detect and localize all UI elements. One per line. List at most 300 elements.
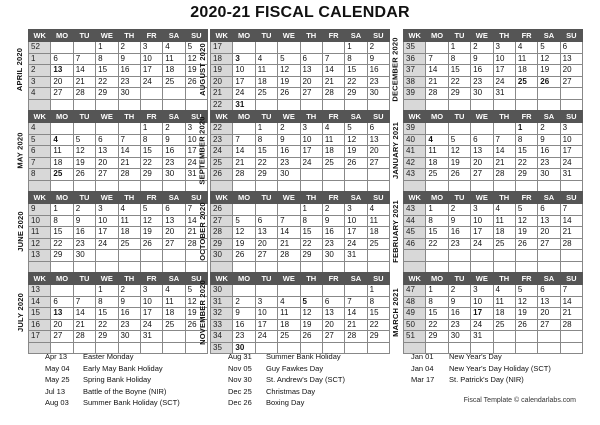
day-cell: 12 — [185, 296, 207, 308]
day-cell — [538, 331, 560, 343]
day-cell: 20 — [560, 65, 582, 77]
week-row — [211, 65, 390, 77]
day-cell — [426, 99, 448, 111]
week-row — [29, 319, 208, 331]
day-cell — [233, 180, 255, 192]
week-row — [404, 308, 583, 320]
day-cell: 4 — [515, 42, 537, 54]
week-row — [211, 123, 390, 135]
week-number-cell: 19 — [211, 65, 233, 77]
week-number-cell: 38 — [404, 76, 426, 88]
week-row — [29, 308, 208, 320]
day-cell — [140, 88, 162, 100]
day-cell: 24 — [493, 76, 515, 88]
day-cell — [233, 204, 255, 216]
day-cell: 7 — [560, 204, 582, 216]
day-cell: 5 — [515, 204, 537, 216]
day-cell: 14 — [73, 308, 95, 320]
day-cell: 18 — [493, 227, 515, 239]
day-cell: 22 — [96, 319, 118, 331]
day-cell: 24 — [345, 238, 367, 250]
holiday-name: Easter Monday — [83, 352, 134, 361]
weekday-header: SA — [163, 273, 185, 285]
day-cell: 20 — [96, 157, 118, 169]
day-cell: 30 — [278, 169, 300, 181]
day-cell: 13 — [255, 227, 277, 239]
day-cell: 7 — [493, 134, 515, 146]
day-cell: 2 — [233, 296, 255, 308]
day-cell: 9 — [367, 53, 389, 65]
day-cell: 1 — [96, 285, 118, 297]
day-cell: 23 — [118, 76, 140, 88]
day-cell: 1 — [51, 204, 73, 216]
day-cell: 4 — [322, 123, 344, 135]
weekday-header: TU — [73, 273, 95, 285]
holiday-name: Guy Fawkes Day — [266, 363, 324, 373]
day-cell: 10 — [300, 134, 322, 146]
weekday-header: SU — [367, 273, 389, 285]
day-cell: 25 — [163, 319, 185, 331]
day-cell: 31 — [560, 169, 582, 181]
day-cell: 2 — [163, 123, 185, 135]
day-cell: 23 — [73, 238, 95, 250]
day-cell: 2 — [278, 123, 300, 135]
day-cell — [300, 99, 322, 111]
day-cell: 3 — [493, 42, 515, 54]
day-cell: 5 — [140, 204, 162, 216]
day-cell: 13 — [51, 308, 73, 320]
day-cell: 6 — [471, 134, 493, 146]
week-number-cell: 26 — [211, 169, 233, 181]
month-label-text: AUGUST 2020 — [197, 43, 207, 96]
month-calendar — [197, 110, 390, 191]
day-cell — [538, 88, 560, 100]
day-cell: 5 — [300, 296, 322, 308]
holiday-item — [228, 351, 345, 363]
month-label — [14, 191, 26, 272]
day-cell: 11 — [367, 215, 389, 227]
day-cell: 5 — [448, 134, 470, 146]
weekday-header: TU — [448, 192, 470, 204]
day-cell: 25 — [278, 331, 300, 343]
day-cell — [73, 99, 95, 111]
day-cell: 9 — [471, 53, 493, 65]
day-cell: 17 — [471, 308, 493, 320]
day-cell — [367, 180, 389, 192]
week-row — [29, 99, 208, 111]
holiday-list-col-2 — [228, 351, 345, 409]
day-cell — [255, 180, 277, 192]
day-cell: 1 — [367, 285, 389, 297]
day-cell: 19 — [233, 238, 255, 250]
day-cell: 3 — [471, 204, 493, 216]
day-cell — [233, 42, 255, 54]
week-row — [211, 296, 390, 308]
day-cell: 22 — [300, 238, 322, 250]
day-cell: 8 — [345, 53, 367, 65]
day-cell: 21 — [493, 157, 515, 169]
day-cell: 11 — [278, 308, 300, 320]
day-cell: 17 — [185, 146, 207, 158]
weekday-header: WK — [29, 273, 51, 285]
day-cell: 26 — [185, 319, 207, 331]
day-cell: 21 — [73, 76, 95, 88]
weekday-header: WE — [96, 192, 118, 204]
day-cell: 23 — [233, 331, 255, 343]
day-cell: 6 — [367, 123, 389, 135]
holiday-item — [45, 351, 180, 363]
holiday-item — [228, 397, 345, 409]
day-cell: 1 — [96, 42, 118, 54]
week-number-cell: 45 — [404, 227, 426, 239]
week-number-cell: 17 — [211, 42, 233, 54]
day-cell: 28 — [426, 88, 448, 100]
week-number-cell — [29, 261, 51, 273]
weekday-header: SA — [538, 111, 560, 123]
month-calendar — [390, 110, 583, 191]
month-calendar — [197, 272, 390, 353]
day-cell — [448, 99, 470, 111]
day-cell: 11 — [493, 296, 515, 308]
day-cell: 22 — [426, 238, 448, 250]
day-cell: 23 — [367, 76, 389, 88]
day-cell: 3 — [345, 204, 367, 216]
weekday-header: WK — [404, 111, 426, 123]
day-cell: 14 — [493, 146, 515, 158]
day-cell: 22 — [367, 319, 389, 331]
day-cell: 22 — [515, 157, 537, 169]
month-label-text: SEPTEMBER 2020 — [197, 116, 207, 185]
week-number-cell: 3 — [29, 76, 51, 88]
weekday-header: TU — [73, 192, 95, 204]
day-cell: 7 — [118, 134, 140, 146]
day-cell — [493, 250, 515, 262]
weekday-header: FR — [140, 273, 162, 285]
week-number-cell: 13 — [29, 250, 51, 262]
day-cell — [322, 261, 344, 273]
day-cell: 17 — [96, 227, 118, 239]
day-cell: 31 — [140, 331, 162, 343]
day-cell: 18 — [493, 308, 515, 320]
weekday-header: FR — [515, 192, 537, 204]
week-number-cell: 47 — [404, 285, 426, 297]
weekday-header-row — [404, 30, 583, 42]
day-cell — [163, 88, 185, 100]
week-number-cell: 35 — [404, 42, 426, 54]
day-cell: 10 — [493, 53, 515, 65]
day-cell: 6 — [255, 215, 277, 227]
day-cell — [278, 285, 300, 297]
week-number-cell: 49 — [404, 308, 426, 320]
day-cell: 12 — [448, 146, 470, 158]
day-cell: 31 — [493, 88, 515, 100]
day-cell: 30 — [163, 169, 185, 181]
day-cell: 24 — [140, 76, 162, 88]
month-label-text: OCTOBER 2020 — [197, 202, 207, 261]
day-cell: 25 — [163, 76, 185, 88]
month-calendar — [15, 110, 208, 191]
day-cell: 1 — [448, 42, 470, 54]
week-row — [404, 319, 583, 331]
weekday-header: FR — [140, 111, 162, 123]
day-cell — [300, 261, 322, 273]
day-cell: 22 — [426, 319, 448, 331]
day-cell: 9 — [163, 134, 185, 146]
week-row — [404, 215, 583, 227]
weekday-header-row — [211, 111, 390, 123]
week-number-cell: 8 — [29, 169, 51, 181]
day-cell: 27 — [300, 88, 322, 100]
day-cell: 9 — [322, 215, 344, 227]
day-cell: 31 — [345, 250, 367, 262]
week-number-cell: 21 — [211, 88, 233, 100]
day-cell: 4 — [493, 285, 515, 297]
weekday-header: WE — [278, 192, 300, 204]
day-cell — [426, 250, 448, 262]
day-cell: 21 — [345, 319, 367, 331]
day-cell: 25 — [493, 238, 515, 250]
day-cell: 1 — [426, 204, 448, 216]
day-cell: 12 — [345, 134, 367, 146]
week-row — [211, 157, 390, 169]
weekday-header: WE — [278, 111, 300, 123]
day-cell: 13 — [51, 65, 73, 77]
week-row — [29, 76, 208, 88]
day-cell: 4 — [367, 204, 389, 216]
weekday-header: WK — [29, 192, 51, 204]
day-cell: 5 — [278, 53, 300, 65]
day-cell — [471, 123, 493, 135]
day-cell: 22 — [96, 76, 118, 88]
day-cell — [255, 42, 277, 54]
day-cell: 30 — [118, 88, 140, 100]
day-cell: 17 — [493, 65, 515, 77]
day-cell: 22 — [345, 76, 367, 88]
week-row — [404, 331, 583, 343]
week-row — [211, 76, 390, 88]
holiday-item — [45, 374, 180, 386]
day-cell — [493, 261, 515, 273]
weekday-header: WK — [29, 111, 51, 123]
day-cell: 9 — [538, 134, 560, 146]
week-number-cell: 37 — [404, 65, 426, 77]
day-cell: 8 — [367, 296, 389, 308]
weekday-header: FR — [515, 30, 537, 42]
week-number-cell: 30 — [211, 285, 233, 297]
day-cell: 3 — [560, 123, 582, 135]
weekday-header: SA — [538, 30, 560, 42]
holiday-item — [411, 351, 551, 363]
day-cell — [233, 285, 255, 297]
day-cell: 15 — [515, 146, 537, 158]
day-cell — [255, 261, 277, 273]
weekday-header-row — [404, 192, 583, 204]
day-cell — [278, 180, 300, 192]
day-cell: 24 — [140, 319, 162, 331]
day-cell — [322, 169, 344, 181]
week-number-cell: 23 — [211, 134, 233, 146]
holiday-name: New Year's Day Holiday (SCT) — [449, 363, 551, 373]
day-cell: 18 — [255, 76, 277, 88]
day-cell: 20 — [471, 157, 493, 169]
week-row — [29, 227, 208, 239]
day-cell — [538, 250, 560, 262]
holiday-date: Jul 13 — [45, 386, 66, 396]
day-cell: 19 — [73, 157, 95, 169]
day-cell: 5 — [185, 285, 207, 297]
day-cell: 6 — [51, 53, 73, 65]
weekday-header: SU — [367, 111, 389, 123]
day-cell: 18 — [118, 227, 140, 239]
week-row — [404, 65, 583, 77]
month-table — [403, 272, 583, 354]
day-cell: 16 — [322, 227, 344, 239]
day-cell: 16 — [538, 146, 560, 158]
month-label-text: JUNE 2020 — [15, 211, 25, 252]
week-row — [211, 331, 390, 343]
week-number-cell: 43 — [404, 204, 426, 216]
day-cell — [560, 88, 582, 100]
holiday-item — [45, 397, 180, 409]
day-cell — [426, 261, 448, 273]
day-cell: 30 — [322, 250, 344, 262]
week-number-cell: 30 — [211, 250, 233, 262]
holiday-date: Dec 25 — [228, 386, 252, 396]
day-cell: 3 — [185, 123, 207, 135]
day-cell: 3 — [255, 296, 277, 308]
day-cell: 14 — [426, 65, 448, 77]
day-cell — [233, 123, 255, 135]
day-cell — [471, 180, 493, 192]
holiday-item — [411, 374, 551, 386]
month-label-text: MAY 2020 — [15, 132, 25, 169]
day-cell: 10 — [140, 296, 162, 308]
week-number-cell: 42 — [404, 157, 426, 169]
week-row — [211, 134, 390, 146]
weekday-header: MO — [51, 192, 73, 204]
weekday-header: SU — [185, 273, 207, 285]
month-calendar — [15, 272, 208, 353]
weekday-header: SU — [560, 111, 582, 123]
day-cell: 13 — [300, 65, 322, 77]
day-cell: 5 — [515, 285, 537, 297]
week-row — [404, 285, 583, 297]
day-cell — [118, 261, 140, 273]
day-cell: 12 — [538, 53, 560, 65]
week-number-cell: 34 — [211, 331, 233, 343]
holiday-name: Summer Bank Holiday (SCT) — [83, 398, 180, 407]
holiday-date: May 04 — [45, 363, 70, 373]
weekday-header: SU — [185, 111, 207, 123]
day-cell — [560, 342, 582, 354]
day-cell: 13 — [538, 296, 560, 308]
weekday-header: WK — [211, 192, 233, 204]
day-cell: 10 — [233, 65, 255, 77]
weekday-header: WE — [471, 111, 493, 123]
day-cell: 12 — [233, 227, 255, 239]
day-cell: 17 — [233, 76, 255, 88]
weekday-header: TU — [73, 111, 95, 123]
day-cell: 16 — [163, 146, 185, 158]
week-number-cell: 36 — [404, 53, 426, 65]
day-cell: 14 — [322, 65, 344, 77]
week-row — [211, 42, 390, 54]
week-number-cell — [29, 180, 51, 192]
day-cell: 16 — [118, 65, 140, 77]
week-row — [211, 215, 390, 227]
day-cell: 29 — [96, 331, 118, 343]
week-row — [404, 123, 583, 135]
month-table — [403, 191, 583, 273]
weekday-header: WE — [96, 111, 118, 123]
day-cell: 15 — [367, 308, 389, 320]
day-cell: 30 — [118, 331, 140, 343]
weekday-header: TH — [493, 192, 515, 204]
day-cell: 27 — [560, 76, 582, 88]
weekday-header: TH — [493, 111, 515, 123]
week-row — [29, 261, 208, 273]
week-row — [211, 204, 390, 216]
weekday-header: WE — [278, 30, 300, 42]
day-cell: 19 — [345, 146, 367, 158]
page-title: 2020-21 FISCAL CALENDAR — [190, 4, 410, 21]
day-cell: 14 — [73, 65, 95, 77]
month-label — [196, 191, 208, 272]
day-cell — [163, 99, 185, 111]
weekday-header: SU — [367, 192, 389, 204]
month-label — [196, 29, 208, 110]
day-cell: 3 — [140, 42, 162, 54]
day-cell: 14 — [185, 215, 207, 227]
month-table — [210, 272, 390, 354]
weekday-header: WK — [404, 192, 426, 204]
week-number-cell: 10 — [29, 215, 51, 227]
weekday-header: MO — [51, 111, 73, 123]
day-cell: 17 — [140, 65, 162, 77]
day-cell: 2 — [118, 285, 140, 297]
day-cell: 29 — [448, 88, 470, 100]
week-number-cell: 25 — [211, 157, 233, 169]
day-cell: 18 — [51, 157, 73, 169]
day-cell — [515, 180, 537, 192]
week-number-cell: 51 — [404, 331, 426, 343]
day-cell: 4 — [278, 296, 300, 308]
weekday-header: TH — [118, 192, 140, 204]
day-cell — [118, 180, 140, 192]
month-label-text: MARCH 2021 — [390, 288, 400, 337]
day-cell: 2 — [118, 42, 140, 54]
day-cell — [73, 180, 95, 192]
day-cell: 1 — [515, 123, 537, 135]
week-row — [29, 42, 208, 54]
day-cell: 16 — [73, 227, 95, 239]
day-cell — [448, 261, 470, 273]
day-cell: 25 — [515, 76, 537, 88]
week-number-cell — [211, 180, 233, 192]
day-cell: 19 — [448, 157, 470, 169]
month-calendar — [390, 191, 583, 272]
day-cell — [96, 250, 118, 262]
week-row — [211, 169, 390, 181]
week-number-cell: 5 — [29, 134, 51, 146]
holiday-date: Nov 05 — [228, 363, 252, 373]
day-cell — [322, 99, 344, 111]
day-cell: 18 — [367, 227, 389, 239]
day-cell: 21 — [426, 76, 448, 88]
week-row — [29, 123, 208, 135]
day-cell: 11 — [118, 215, 140, 227]
weekday-header: FR — [322, 30, 344, 42]
